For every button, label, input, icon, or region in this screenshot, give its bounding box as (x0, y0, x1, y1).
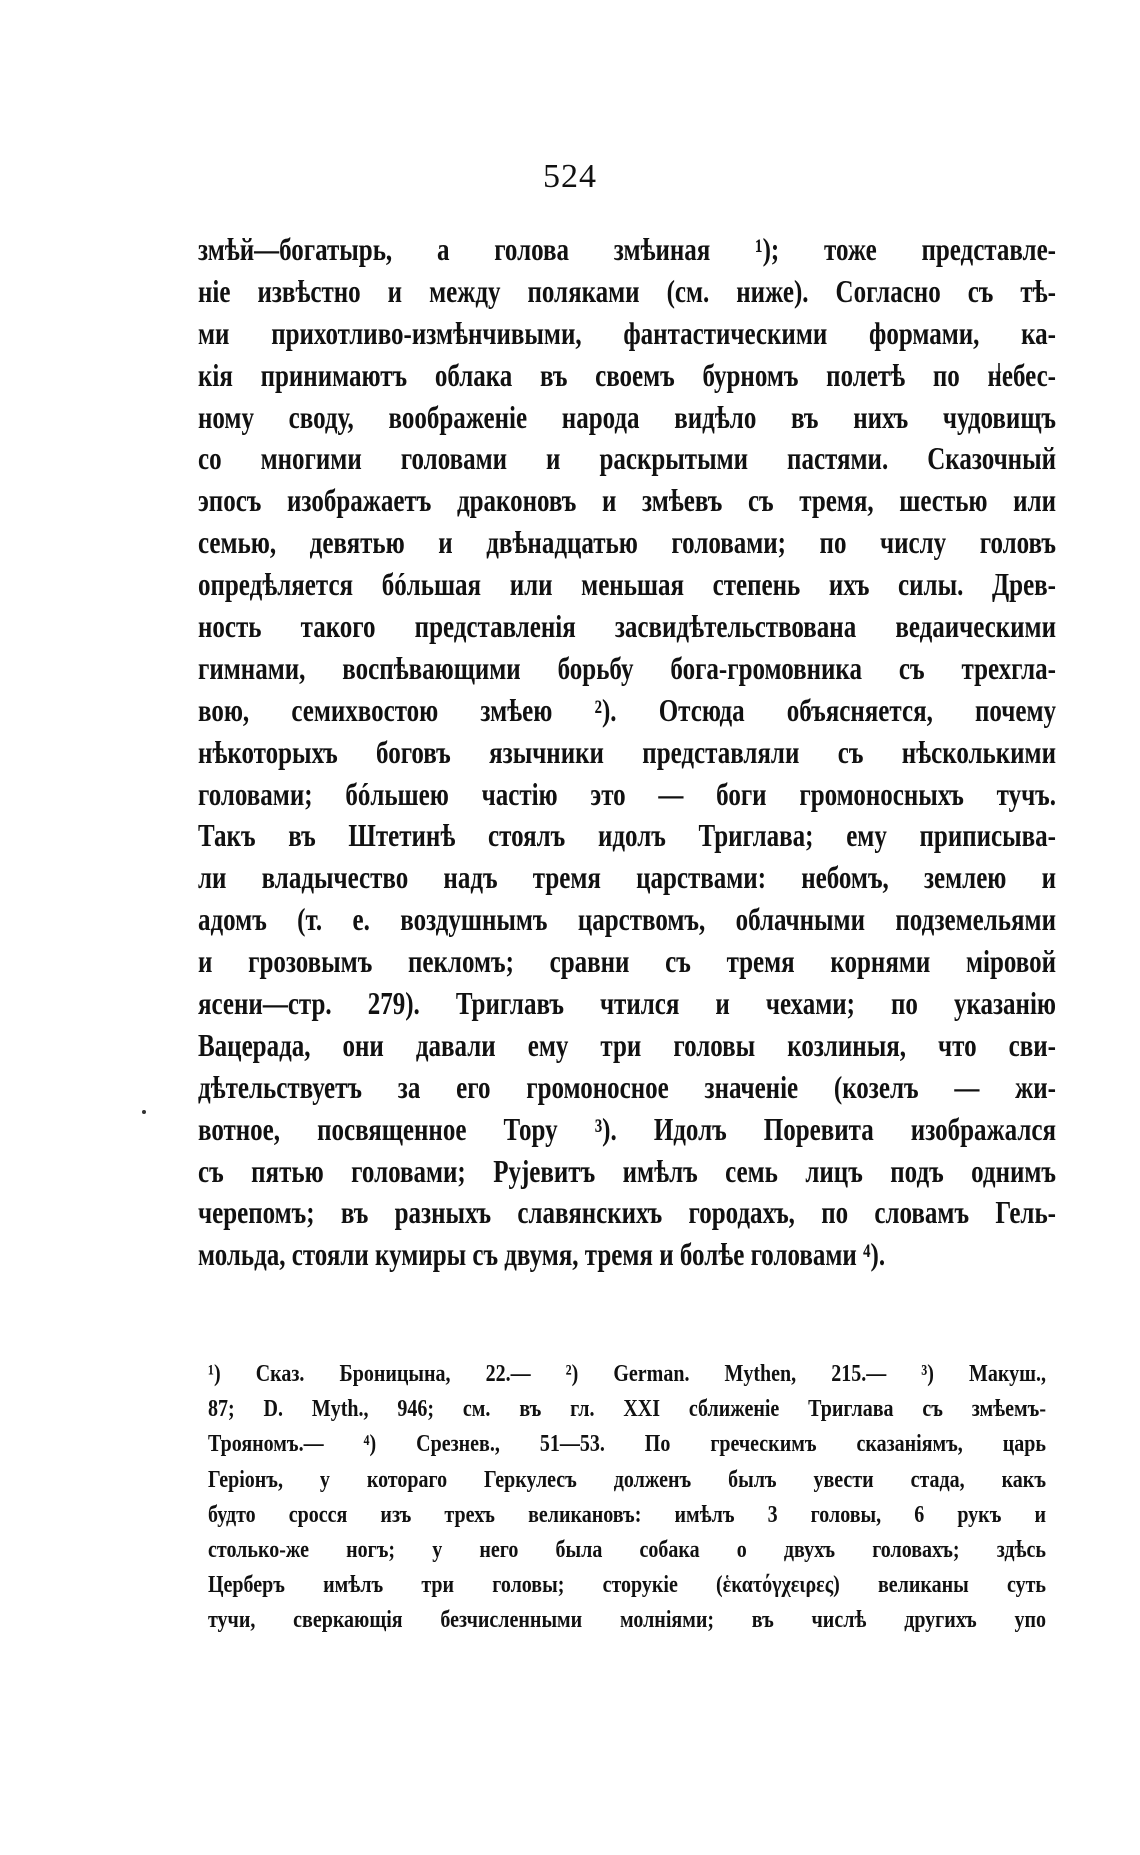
body-line: вотное, посвященное Тору ³). Идолъ Поревита изображался (198, 1113, 1056, 1147)
body-line: мольда, стояли кумиры съ двумя, тремя и болѣе головами ⁴). (198, 1238, 886, 1273)
footnote-line: Геріонъ, у котораго Геркулесъ долженъ былъ увести стада, какъ (208, 1466, 1046, 1493)
body-line: и грозовымъ пекломъ; сравни съ тремя корнями міровой (198, 945, 1056, 980)
body-line: съ пятью головами; Руjевитъ имѣлъ семь лицъ подъ однимъ (198, 1155, 1056, 1189)
body-line: гимнами, воспѣвающими борьбу бога-громовника съ трехгла- (198, 652, 1056, 687)
footnote-line: будто сросся изъ трехъ великановъ: имѣлъ 3 головы, 6 рукъ и (208, 1501, 1046, 1528)
body-line: головами; бóльшею частію это — боги громоносныхъ тучъ. (198, 778, 1056, 812)
body-line: ному своду, воображеніе народа видѣло въ нихъ чудовищъ (198, 401, 1056, 435)
body-text (198, 230, 1056, 1277)
footnote-line: 87; D. Myth., 946; см. въ гл. XXI сближеніе Триглава съ змѣемъ- (208, 1395, 1046, 1423)
body-line: семью, девятью и двѣнадцатью головами; по числу головъ (198, 526, 1056, 561)
body-line: ніе извѣстно и между поляками (см. ниже). Согласно съ тѣ- (198, 275, 1056, 310)
body-line: ми прихотливо-измѣнчивыми, фантастическими формами, ка- (198, 317, 1056, 352)
footnote-line: Церберъ имѣлъ три головы; сторукіе (ἑκατόγχειρες) великаны суть (208, 1571, 1046, 1599)
body-line: дѣтельствуетъ за его громоносное значеніе (козелъ — жи- (198, 1071, 1056, 1106)
body-line: нѣкоторыхъ боговъ язычники представляли съ нѣсколькими (198, 736, 1056, 770)
body-line: ясени—стр. 279). Триглавъ чтился и чехами; по указанію (198, 987, 1056, 1022)
body-line: адомъ (т. е. воздушнымъ царствомъ, облачными подземельями (198, 903, 1056, 938)
body-line: ли владычество надъ тремя царствами: небомъ, землею и (198, 861, 1056, 896)
body-line: змѣй—богатырь, а голова змѣиная ¹); тоже представле- (198, 233, 1056, 268)
body-line: черепомъ; въ разныхъ славянскихъ городахъ, по словамъ Гель- (198, 1196, 1056, 1231)
footnotes (208, 1357, 1046, 1639)
footnote-line: ¹) Сказ. Броницына, 22.— ²) German. Mythen, 215.— ³) Макуш., (208, 1360, 1046, 1388)
body-line: со многими головами и раскрытыми пастями. Сказочный (198, 442, 1056, 477)
body-line: ность такого представленія засвидѣтельствована ведаическими (198, 610, 1056, 645)
page-number: 524 (543, 158, 597, 195)
body-line: Вацерада, они давали ему три головы козлиныя, что сви- (198, 1029, 1056, 1064)
body-line: Такъ въ Штетинѣ стоялъ идолъ Триглава; ему приписыва- (198, 819, 1056, 854)
body-line: кія принимаютъ облака въ своемъ бурномъ полетѣ по небес- (198, 359, 1056, 393)
body-line: вою, семихвостою змѣею ²). Отсюда объясняется, почему (198, 694, 1056, 729)
footnote-line: Трояномъ.— ⁴) Срезнев., 51—53. По греческимъ сказаніямъ, царь (208, 1431, 1046, 1458)
body-line: опредѣляется бóльшая или меньшая степень ихъ силы. Древ- (198, 568, 1056, 603)
margin-dot (142, 1110, 146, 1114)
footnote-line: столько-же ногъ; у него была собака о двухъ головахъ; здѣсь (208, 1536, 1046, 1564)
body-line: эпосъ изображаетъ драконовъ и змѣевъ съ тремя, шестью или (198, 484, 1056, 519)
footnote-line: тучи, сверкающія безчисленными молніями; въ числѣ другихъ упо (208, 1606, 1046, 1634)
